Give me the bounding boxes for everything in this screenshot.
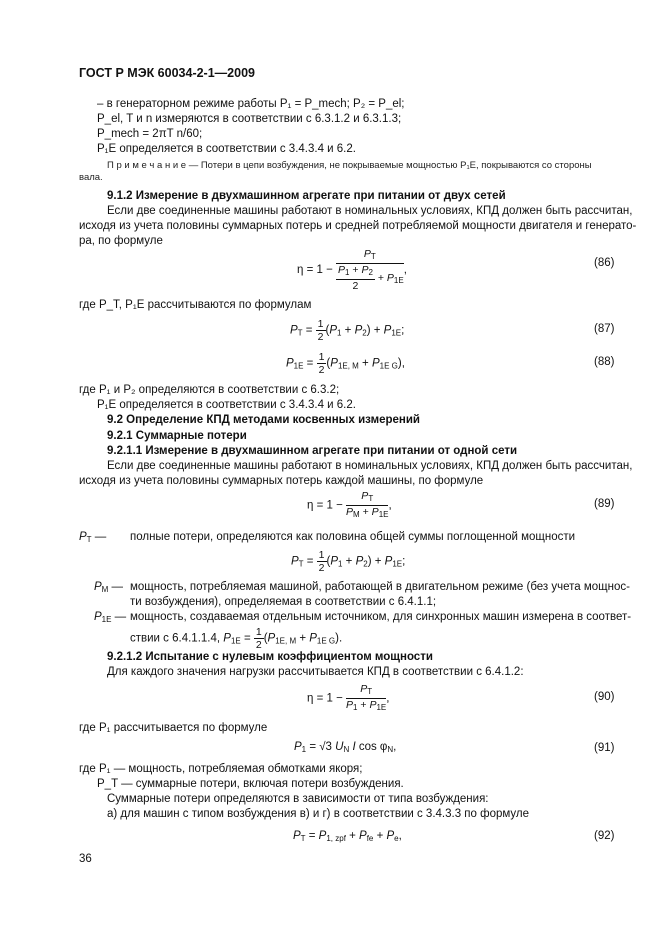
section-heading: 9.2.1.1 Измерение в двухмашинном агрегате при питании от одной сети (107, 445, 518, 457)
definition-text: мощность, потребляемая машиной, работающей в двигательном режиме (без учета мощнос- (130, 581, 630, 593)
document-header: ГОСТ Р МЭК 60034-2-1—2009 (79, 66, 255, 80)
note-line: вала. (79, 172, 103, 183)
equation-number: (87) (594, 323, 615, 335)
formula-88: $P_{1E}$ = $\frac{1}{2}$ $(P_{1E, M} + P_{1E G})$, (286, 351, 405, 376)
definition-text: полные потери, определяются как половина общей суммы поглощенной мощности (130, 531, 576, 543)
text-line: а) для машин с типом возбуждения в) и г) в соответствии с 3.4.3.3 по формуле (107, 808, 530, 820)
text-line: ра, по формуле (79, 235, 163, 247)
definition-symbol: $P_{1E}$ — (94, 611, 127, 624)
definition-text: ти возбуждения), определяемая в соответствии с 6.4.1.1; (130, 596, 437, 608)
text-line: Для каждого значения нагрузки рассчитывается КПД в соответствии с 6.4.1.2: (107, 666, 524, 678)
equation-number: (89) (594, 498, 615, 510)
text-line: – в генераторном режиме работы P₁ = P_mech; P₂ = P_el; (97, 98, 405, 110)
section-heading: 9.1.2 Измерение в двухмашинном агрегате при питании от двух сетей (107, 190, 506, 202)
equation-number: (91) (594, 742, 615, 754)
text-line: где P₁ рассчитывается по формуле (79, 722, 268, 734)
text-line: исходя из учета половины суммарных потерь и средней потребляемой мощности двигателя и генерато- (79, 220, 637, 232)
text-line: Если две соединенные машины работают в номинальных условиях, КПД должен быть рассчитан, (107, 205, 633, 217)
formula-92: $P_T = P_{1, zpf} + P_{fe} + P_e$, (293, 830, 402, 843)
page-number: 36 (79, 853, 92, 865)
formula-87: $P_T$ = $\frac{1}{2}$ $(P_1 + P_2) + P_{1E}$; (290, 318, 405, 343)
note-line: П р и м е ч а н и е — Потери в цепи возбуждения, не покрываемые мощностью P₁E, покрываются со стороны (107, 160, 592, 171)
text-line: где P₁ и P₂ определяются в соответствии с 6.3.2; (79, 384, 340, 396)
text-line: Если две соединенные машины работают в номинальных условиях, КПД должен быть рассчитан, (107, 460, 633, 472)
formula-89: η = 1 − $\frac{P_T}{P_M + P_{1E}}$ , (307, 490, 392, 519)
text-line: Суммарные потери определяются в зависимости от типа возбуждения: (107, 793, 489, 805)
formula-91: $P_1 = √3$ $U_N$ I $\cos \varphi_N$, (294, 741, 397, 754)
formula-86: η = 1 − $P_T$ $\frac{P_1 + P_2}{2}$ + $P_{1E}$ , (297, 248, 407, 292)
equation-number: (90) (594, 691, 615, 703)
equation-number: (88) (594, 356, 615, 368)
equation-number: (92) (594, 830, 615, 842)
text-line: P_mech = 2πT n/60; (97, 128, 203, 140)
text-line: где P₁ — мощность, потребляемая обмотками якоря; (79, 763, 363, 775)
text-line: P_T — суммарные потери, включая потери возбуждения. (97, 778, 404, 790)
section-heading: 9.2.1.2 Испытание с нулевым коэффициентом мощности (107, 651, 433, 663)
text-line: P₁E определяется в соответствии с 3.4.3.4 и 6.2. (97, 399, 356, 411)
equation-number: (86) (594, 257, 615, 269)
section-heading: 9.2.1 Суммарные потери (107, 430, 247, 442)
formula-90: η = 1 − $\frac{P_T}{P_1 + P_{1E}}$ , (307, 683, 390, 712)
definition-text: мощность, создаваемая отдельным источником, для синхронных машин измерена в соответ- (130, 611, 632, 623)
definition-symbol: $P_M$ — (94, 581, 124, 594)
formula-pt: $P_T$ = $\frac{1}{2}$ $(P_1 + P_2) + P_{1E}$; (291, 549, 406, 574)
text-line: P₁E определяется в соответствии с 3.4.3.4 и 6.2. (97, 143, 356, 155)
definition-symbol: $P_T$ — (79, 531, 107, 544)
text-line: где P_T, P₁E рассчитываются по формулам (79, 299, 312, 311)
definition-text-part: ствии с 6.4.1.1.4, (130, 632, 221, 645)
definition-text: ствии с 6.4.1.1.4, $P_{1E}$ = $\frac{1}{2}$ $(P_{1E, M} + P_{1E G})$. (130, 626, 343, 651)
text-line: P_el, T и n измеряются в соответствии с 6.3.1.2 и 6.3.1.3; (97, 113, 402, 125)
text-line: исходя из учета половины суммарных потерь каждой машины, по формуле (79, 475, 484, 487)
section-heading: 9.2 Определение КПД методами косвенных измерений (107, 414, 420, 426)
